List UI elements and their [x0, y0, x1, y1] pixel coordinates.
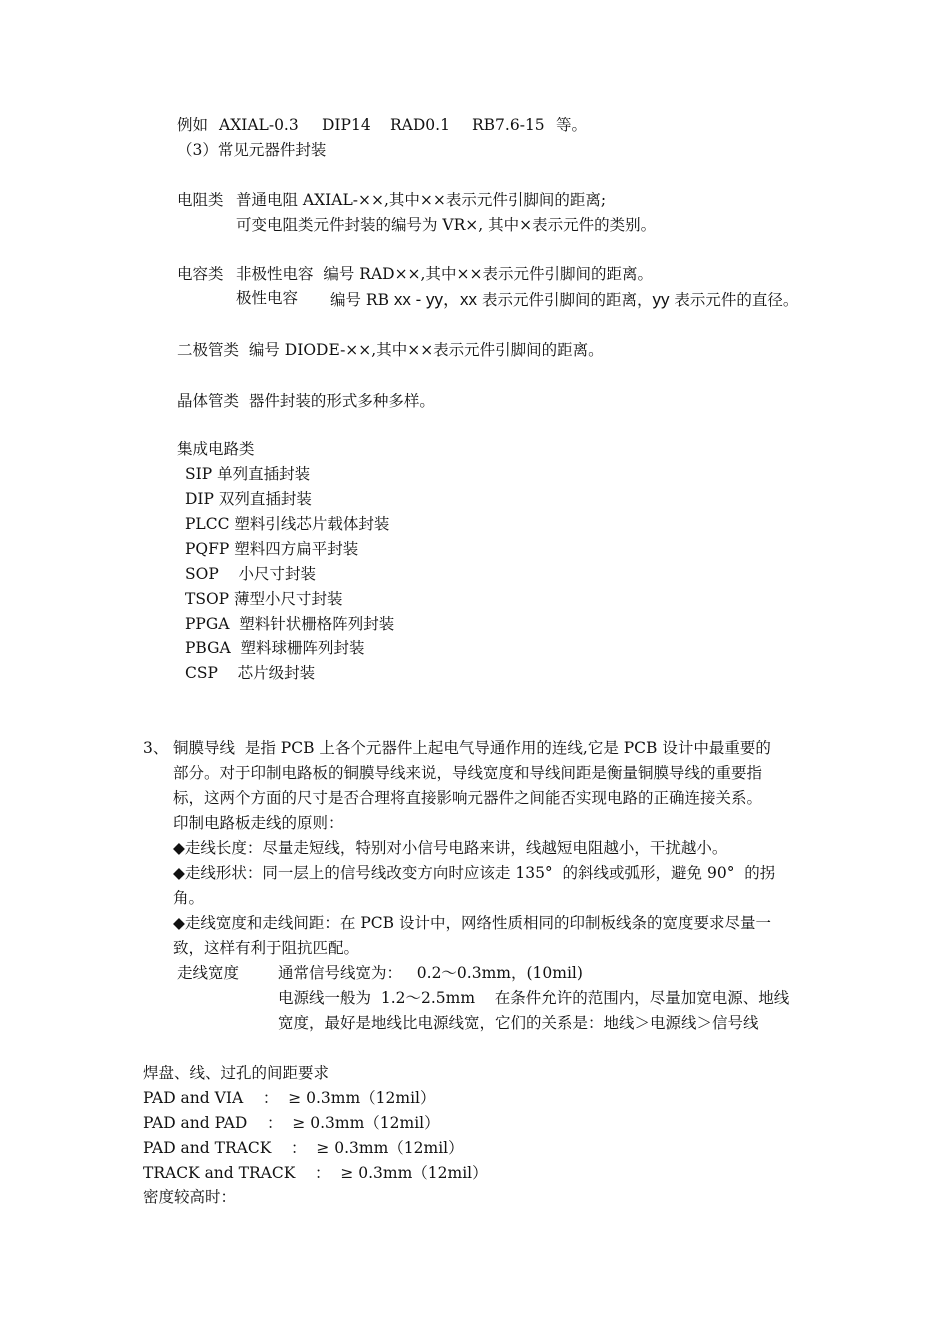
- copper-line: ◆走线形状：同一层上的信号线改变方向时应该走 135° 的斜线或弧形，避免 90° 的拐: [173, 864, 776, 882]
- copper-line: 铜膜导线 是指 PCB 上各个元器件上起电气导通作用的连线,它是 PCB 设计中最重要的: [173, 739, 771, 757]
- spacing-item: TRACK and TRACK ： ≥ 0.3mm（12mil）: [143, 1164, 488, 1182]
- capacitor-polar-a: 编号 RB: [330, 291, 394, 309]
- copper-line: 部分。对于印制电路板的铜膜导线来说，导线宽度和导线间距是衡量铜膜导线的重要指: [173, 764, 763, 782]
- ic-item: SOP 小尺寸封装: [185, 565, 316, 583]
- examples-suffix: 等。: [556, 116, 588, 134]
- capacitor-polar-e: 表示元件的直径。: [669, 291, 799, 309]
- copper-line: 角。: [173, 889, 205, 907]
- width-line: 宽度，最好是地线比电源线宽，它们的关系是：地线＞电源线＞信号线: [278, 1014, 759, 1032]
- ic-title: 集成电路类: [177, 440, 255, 458]
- width-line: 电源线一般为 1.2～2.5mm 在条件允许的范围内，尽量加宽电源、地线: [278, 989, 790, 1007]
- ic-item: TSOP 薄型小尺寸封装: [185, 590, 343, 608]
- resistor-line: 可变电阻类元件封装的编号为 VR×, 其中×表示元件的类别。: [236, 216, 657, 234]
- example-item: RAD0.1: [390, 116, 450, 134]
- width-line: 通常信号线宽为： 0.2～0.3mm，(10mil): [278, 964, 583, 982]
- capacitor-polar-b: xx - yy，xx: [393, 290, 478, 309]
- ic-item: PPGA 塑料针状栅格阵列封装: [185, 615, 395, 633]
- transistor-line: 晶体管类 器件封装的形式多种多样。: [177, 392, 435, 410]
- ic-item: SIP 单列直插封装: [185, 465, 311, 483]
- copper-line: 标，这两个方面的尺寸是否合理将直接影响元器件之间能否实现电路的正确连接关系。: [173, 789, 763, 807]
- spacing-item: PAD and VIA ： ≥ 0.3mm（12mil）: [143, 1089, 436, 1107]
- spacing-item: PAD and PAD ： ≥ 0.3mm（12mil）: [143, 1114, 440, 1132]
- resistor-line: 普通电阻 AXIAL-××,其中××表示元件引脚间的距离;: [236, 191, 607, 209]
- capacitor-label: 电容类: [177, 265, 224, 283]
- ic-item: PBGA 塑料球栅阵列封装: [185, 639, 365, 657]
- capacitor-polar-line: [330, 291, 798, 309]
- ic-item: PLCC 塑料引线芯片载体封装: [185, 515, 390, 533]
- example-item: AXIAL-0.3: [219, 116, 299, 134]
- capacitor-polar-c: 表示元件引脚间的距离，: [477, 291, 653, 309]
- section-heading: （3）常见元器件封装: [177, 141, 327, 159]
- resistor-label: 电阻类: [177, 191, 224, 209]
- paragraph-number: 3、: [143, 739, 169, 757]
- spacing-density: 密度较高时：: [143, 1188, 237, 1206]
- copper-line: 致，这样有利于阻抗匹配。: [173, 939, 360, 957]
- diode-line: 二极管类 编号 DIODE-××,其中××表示元件引脚间的距离。: [177, 341, 604, 359]
- capacitor-polar-label: 极性电容: [236, 289, 299, 307]
- ic-item: CSP 芯片级封装: [185, 664, 316, 682]
- spacing-title: 焊盘、线、过孔的间距要求: [143, 1064, 330, 1082]
- example-item: DIP14: [322, 116, 371, 134]
- copper-line: ◆走线宽度和走线间距：在 PCB 设计中，网络性质相同的印制板线条的宽度要求尽量一: [173, 914, 771, 932]
- copper-line: 印制电路板走线的原则：: [173, 814, 344, 832]
- examples-prefix: 例如: [177, 116, 209, 134]
- example-item: RB7.6-15: [472, 116, 545, 134]
- width-label: 走线宽度: [177, 964, 240, 982]
- ic-item: PQFP 塑料四方扁平封装: [185, 540, 359, 558]
- spacing-item: PAD and TRACK ： ≥ 0.3mm（12mil）: [143, 1139, 464, 1157]
- capacitor-polar-d: yy: [652, 290, 670, 309]
- capacitor-line: 非极性电容 编号 RAD××,其中××表示元件引脚间的距离。: [236, 265, 653, 283]
- copper-line: ◆走线长度：尽量走短线，特别对小信号电路来讲，线越短电阻越小，干扰越小。: [173, 839, 728, 857]
- ic-item: DIP 双列直插封装: [185, 490, 312, 508]
